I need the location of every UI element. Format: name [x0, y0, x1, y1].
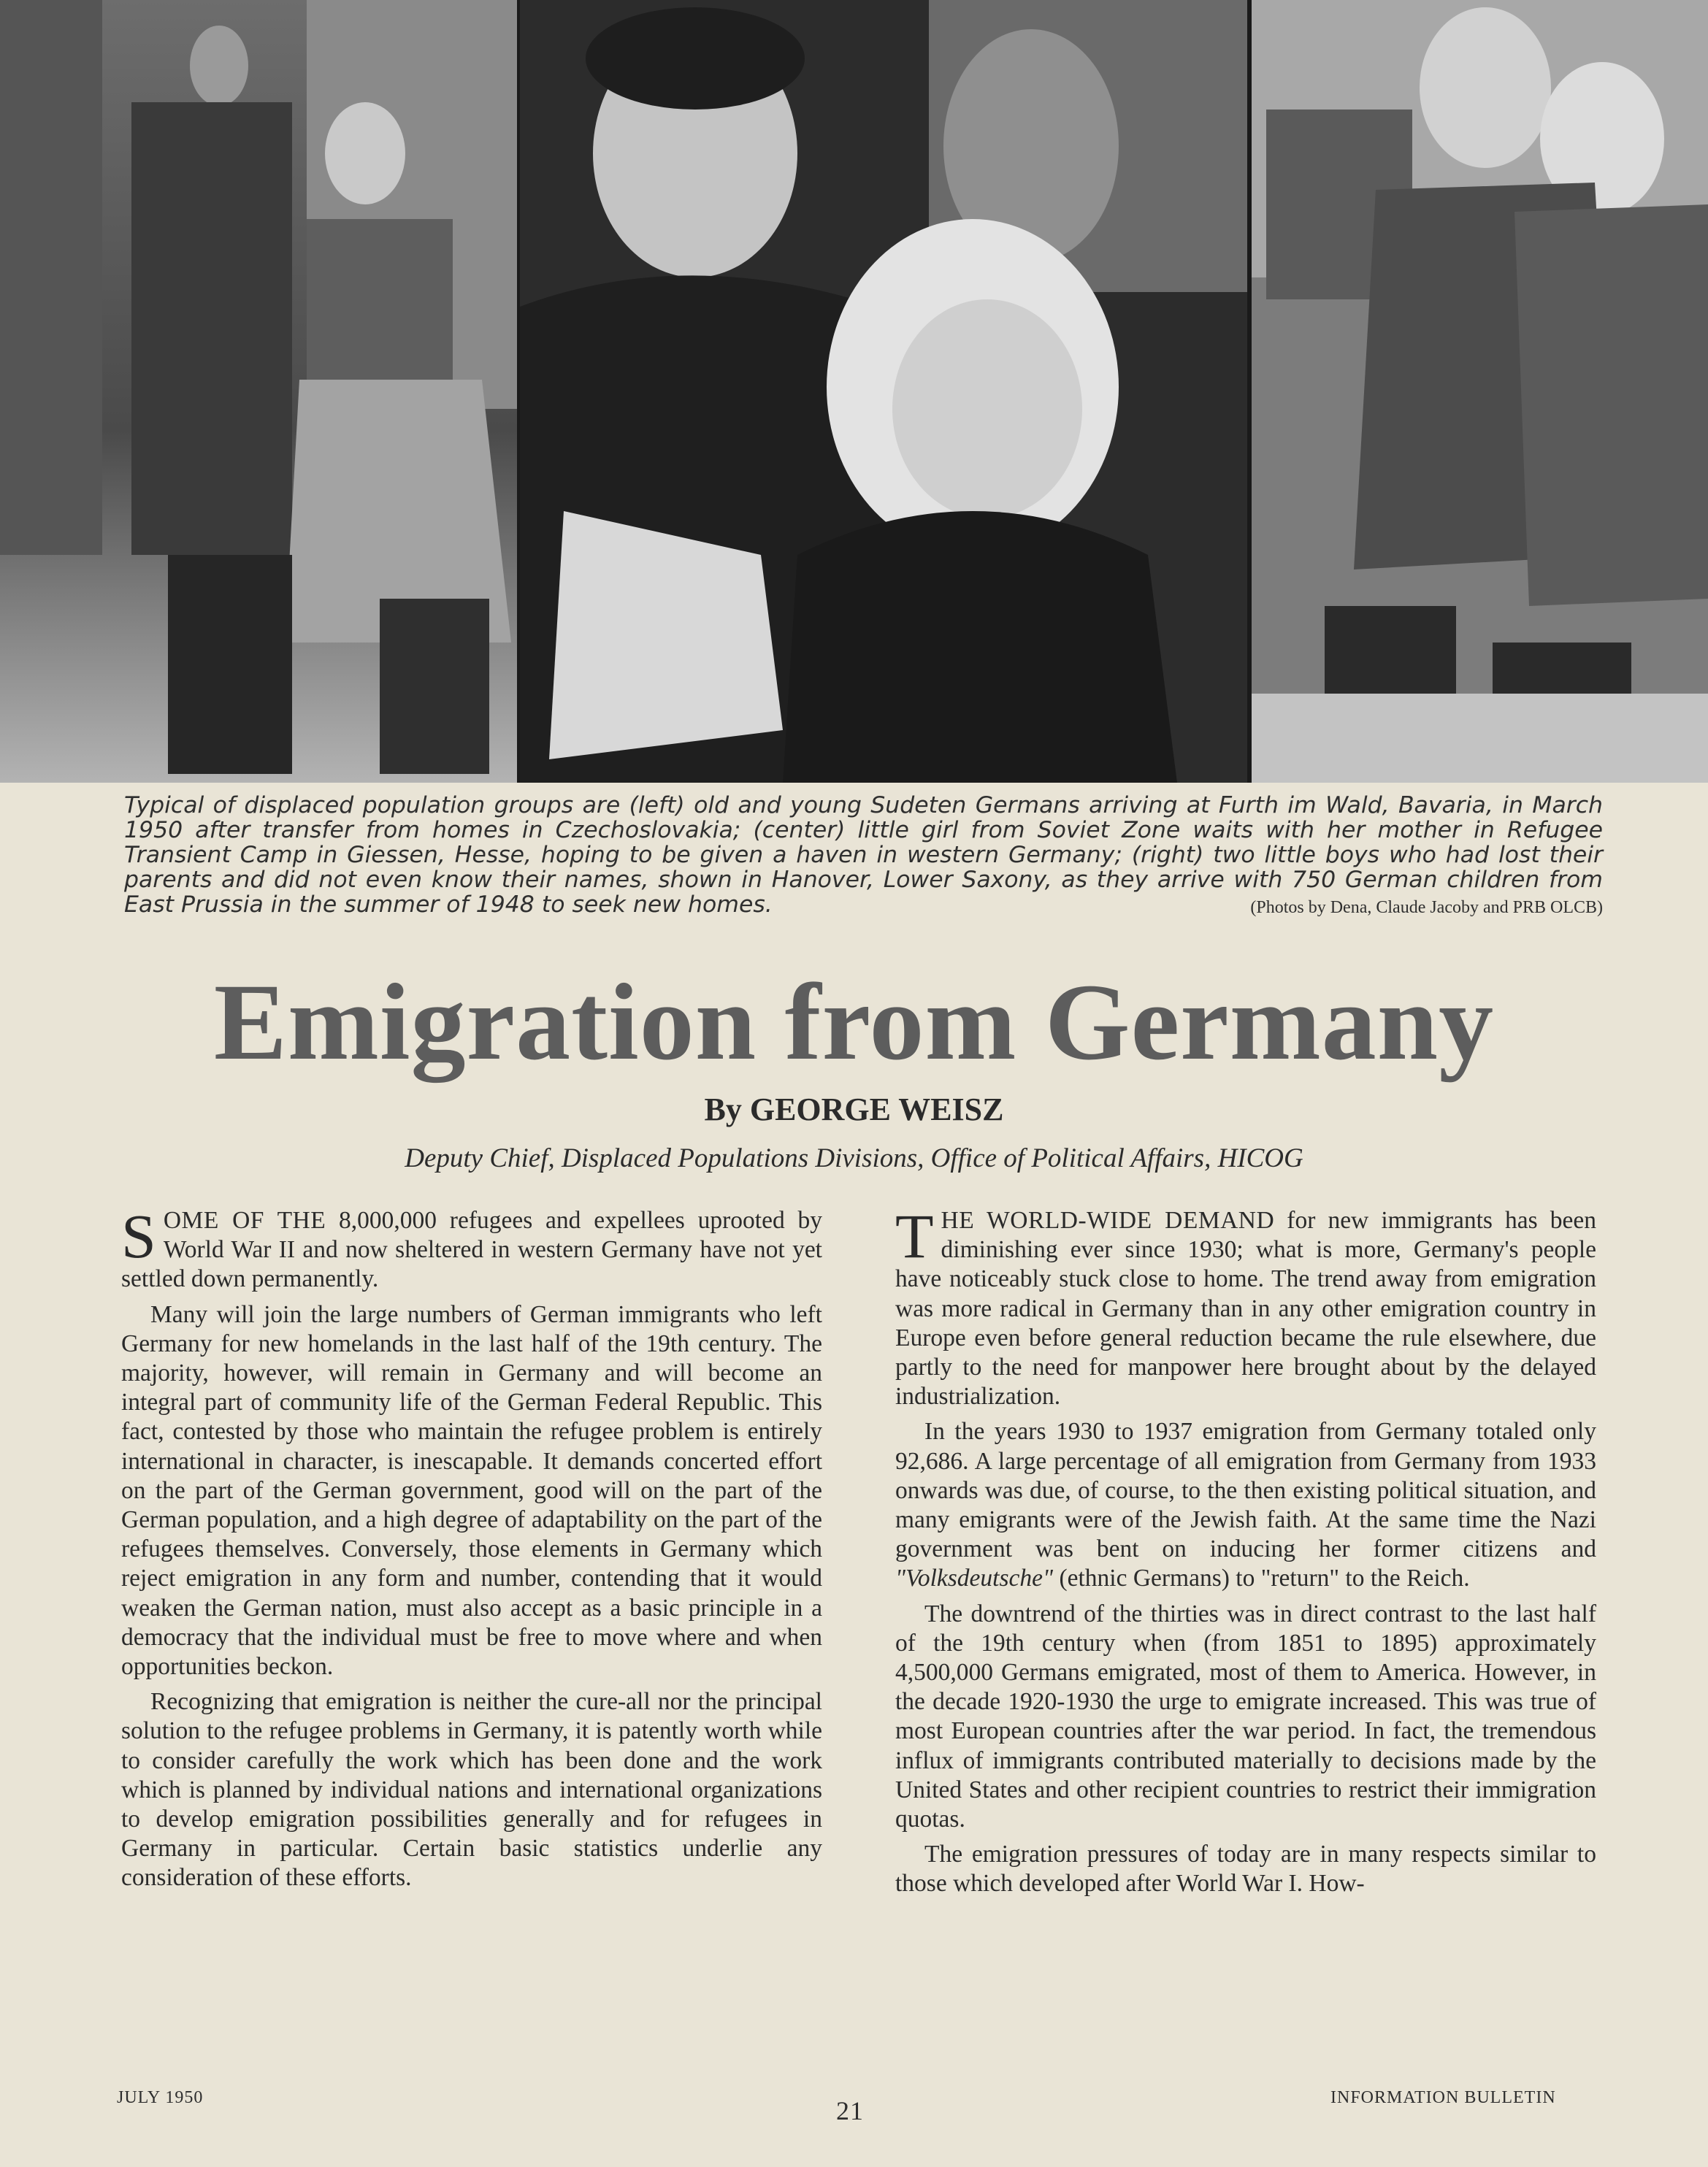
paragraph: [895, 1417, 1596, 1593]
caption-text: Typical of displaced population groups are (left) old and young Sudeten Germans arriving at Furth im Wald, Bavaria, in March 1950 after transfer from homes in Czechoslovakia; (center) little girl from Soviet Zone waits with her mother in Refugee Transient Camp in Giessen, Hesse, hoping to be given a haven in western Germany; (right) two little boys who had lost their parents and did not even know their names, shown in Hanover, Lower Saxony, as they arrive with 750 German children from East Prussia in the summer of 1948 to seek new homes.: [124, 792, 1603, 918]
italic-term: "Volksdeutsche": [895, 1565, 1054, 1592]
publication-name: INFORMATION BULLETIN: [1330, 2088, 1556, 2107]
footer-date: JULY 1950: [117, 2088, 204, 2107]
paragraph: Recognizing that emigration is neither the cure-all nor the principal solution to the refugee problems in Germany, it is patently worth while to consider carefully the work which has been done and the work which is planned by individual nations and international organizations to develop emigration possibilities generally and for refugees in Germany in particular. Certain basic statistics underlie any consideration of these efforts.: [121, 1688, 822, 1892]
paragraph-text: (ethnic Germans) to "return" to the Reich.: [1053, 1565, 1470, 1592]
lead-in-caps: HE WORLD-WIDE DEMAND: [941, 1207, 1275, 1234]
photo-credit: (Photos by Dena, Claude Jacoby and PRB OLCB): [1250, 898, 1603, 917]
page-number: 21: [836, 2096, 864, 2125]
article-column-right: [895, 1201, 1597, 1905]
drop-cap: T: [895, 1201, 934, 1271]
photo-strip: [0, 0, 1708, 783]
paragraph: Many will join the large numbers of German immigrants who left Germany for new homelands in the last half of the 19th century. The majority, however, will remain in Germany and will become an integral part of community life of the German Federal Republic. This fact, contested by those who maintain the refugee problem is entirely international in character, is inescapable. It demands concerted effort on the part of the German government, good will on the part of the German population, and a high degree of adaptability on the part of the refugees themselves. Conversely, those elements in Germany which reject emigration in any form and number, contending that it would weaken the German nation, must also accept as a basic principle in a democracy that the individual must be free to move where and when opportunities beckon.: [121, 1300, 822, 1681]
paragraph: The downtrend of the thirties was in direct contrast to the last half of the 19th century when (from 1851 to 1895) approximately 4,500,000 Germans emigrated, most of them to America. However, in the decade 1920-1930 the urge to emigrate increased. This was true of most European countries after the war period. In fact, the tremendous influx of immigrants contributed materially to decisions made by the United States and other recipient countries to restrict their immigration quotas.: [895, 1600, 1596, 1833]
paragraph-text: In the years 1930 to 1937 emigration from Germany totaled only 92,686. A large percentage of all emigration from Germany from 1933 onwards was due, of course, to the then existing political situation, and many emigrants were of the Jewish faith. At the same time the Nazi government was bent on inducing her former citizens and: [895, 1418, 1596, 1563]
photo-caption: [124, 793, 1603, 920]
paragraph: [121, 1201, 822, 1295]
article-title: Emigration from Germany: [213, 962, 1495, 1083]
photo-two-boys: [1252, 0, 1708, 783]
article-column-left: [121, 1201, 822, 1899]
paragraph: [895, 1201, 1597, 1411]
paragraph: The emigration pressures of today are in many respects similar to those which developed after World War I. How-: [895, 1841, 1596, 1898]
lead-in-caps: OME OF THE: [163, 1207, 326, 1234]
author-affiliation: Deputy Chief, Displaced Populations Divisions, Office of Political Affairs, HICOG: [405, 1143, 1303, 1173]
drop-cap: S: [121, 1201, 156, 1271]
photo-refugees-suitcases: [0, 0, 517, 783]
byline: By GEORGE WEISZ: [704, 1092, 1004, 1127]
paragraph-text: 8,000,000 refugees and expellees uprooted by World War II and now sheltered in western Germany have not yet settled down permanently.: [121, 1207, 822, 1293]
photo-girl-and-mother: [520, 0, 1247, 783]
paragraph-text: for new immigrants has been diminishing ever since 1930; what is more, Germany's people have noticeably stuck close to home. The trend away from emigration was more radical in Germany than in any other emigration country in Europe even before general reduction became the rule elsewhere, due partly to the need for manpower here brought about by the delayed industrialization.: [895, 1207, 1597, 1411]
